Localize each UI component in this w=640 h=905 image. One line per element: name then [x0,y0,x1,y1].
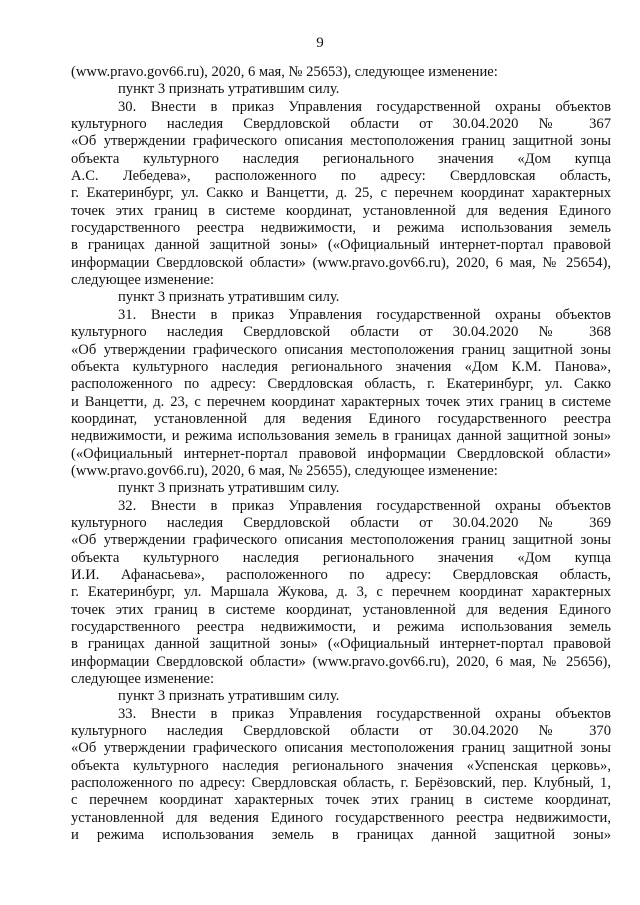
text-line: «Об утверждении графического описания местоположения границ защитной зоны [71,740,611,757]
text-line: «Об утверждении графического описания местоположения границ защитной зоны [71,341,611,358]
text-line: следующее изменение: [71,272,215,289]
text-line: 30. Внести в приказ Управления государственной охраны объектов [118,98,611,115]
text-line: следующее изменение: [71,671,215,688]
text-line: культурного наследия Свердловской области от 30.04.2020 № 369 [71,514,611,531]
text-line: объекта культурного наследия регионального значения «Дом К.М. Панова», [71,358,611,375]
text-line: г. Екатеринбург, ул. Сакко и Ванцетти, д. 25, с перечнем координат характерных [71,185,611,202]
text-line: культурного наследия Свердловской области от 30.04.2020 № 367 [71,116,611,133]
text-line: («Официальный интернет-портал правовой информации Свердловской области» [71,445,611,462]
text-line: культурного наследия Свердловской области от 30.04.2020 № 370 [71,723,611,740]
text-line: информации Свердловской области» (www.pravo.gov66.ru), 2020, 6 мая, № 25654), [71,254,611,271]
text-line: с перечнем координат характерных точек этих границ в системе координат, [71,792,611,809]
text-line: И.И. Афанасьева», расположенного по адресу: Свердловская область, [71,566,611,583]
text-line: и Ванцетти, д. 23, с перечнем координат характерных точек этих границ в системе [71,393,611,410]
text-line: и режима использования земель в границах данной защитной зоны» [71,827,611,844]
text-line: объекта культурного наследия регионального значения «Успенская церковь», [71,757,611,774]
text-line: в границах данной защитной зоны» («Официальный интернет-портал правовой [71,636,611,653]
text-line: «Об утверждении графического описания местоположения границ защитной зоны [71,532,611,549]
text-line: 32. Внести в приказ Управления государственной охраны объектов [118,497,611,514]
page-number: 9 [316,35,324,51]
text-line: информации Свердловской области» (www.pravo.gov66.ru), 2020, 6 мая, № 25656), [71,653,611,670]
text-line: 31. Внести в приказ Управления государственной охраны объектов [118,306,611,323]
text-line: пункт 3 признать утратившим силу. [118,289,340,306]
text-line: объекта культурного наследия регионального значения «Дом купца [71,549,611,566]
text-line: 33. Внести в приказ Управления государственной охраны объектов [118,705,611,722]
text-line: А.С. Лебедева», расположенного по адресу: Свердловская область, [71,168,611,185]
text-line: координат, установленной для ведения Единого государственного реестра [71,410,611,427]
text-line: г. Екатеринбург, ул. Маршала Жукова, д. 3, с перечнем координат характерных [71,584,611,601]
document-body [71,64,611,844]
text-line: пункт 3 признать утратившим силу. [118,688,340,705]
text-line: государственного реестра недвижимости, и режима использования земель [71,619,611,635]
text-line: пункт 3 признать утратившим силу. [118,81,340,98]
text-line: государственного реестра недвижимости, и режима использования земель [71,220,611,237]
text-line: в границах данной защитной зоны» («Официальный интернет-портал правовой [71,237,611,254]
text-line: объекта культурного наследия регионального значения «Дом купца [71,150,611,167]
text-line: точек этих границ в системе координат, установленной для ведения Единого [71,601,611,618]
text-line: расположенного по адресу: Свердловская область, г. Берёзовский, пер. Клубный, 1, [71,775,611,792]
text-line: установленной для ведения Единого государственного реестра недвижимости, [71,809,611,826]
text-line: расположенного по адресу: Свердловская область, г. Екатеринбург, ул. Сакко [71,376,611,393]
text-line: недвижимости, и режима использования земель в границах данной защитной зоны» [71,428,611,445]
text-line: точек этих границ в системе координат, установленной для ведения Единого [71,202,611,219]
text-line: (www.pravo.gov66.ru), 2020, 6 мая, № 25653), следующее изменение: [71,64,498,80]
text-line: пункт 3 признать утратившим силу. [118,480,340,497]
text-line: «Об утверждении графического описания местоположения границ защитной зоны [71,133,611,150]
text-line: культурного наследия Свердловской области от 30.04.2020 № 368 [71,324,611,341]
text-line: (www.pravo.gov66.ru), 2020, 6 мая, № 25655), следующее изменение: [71,462,498,479]
